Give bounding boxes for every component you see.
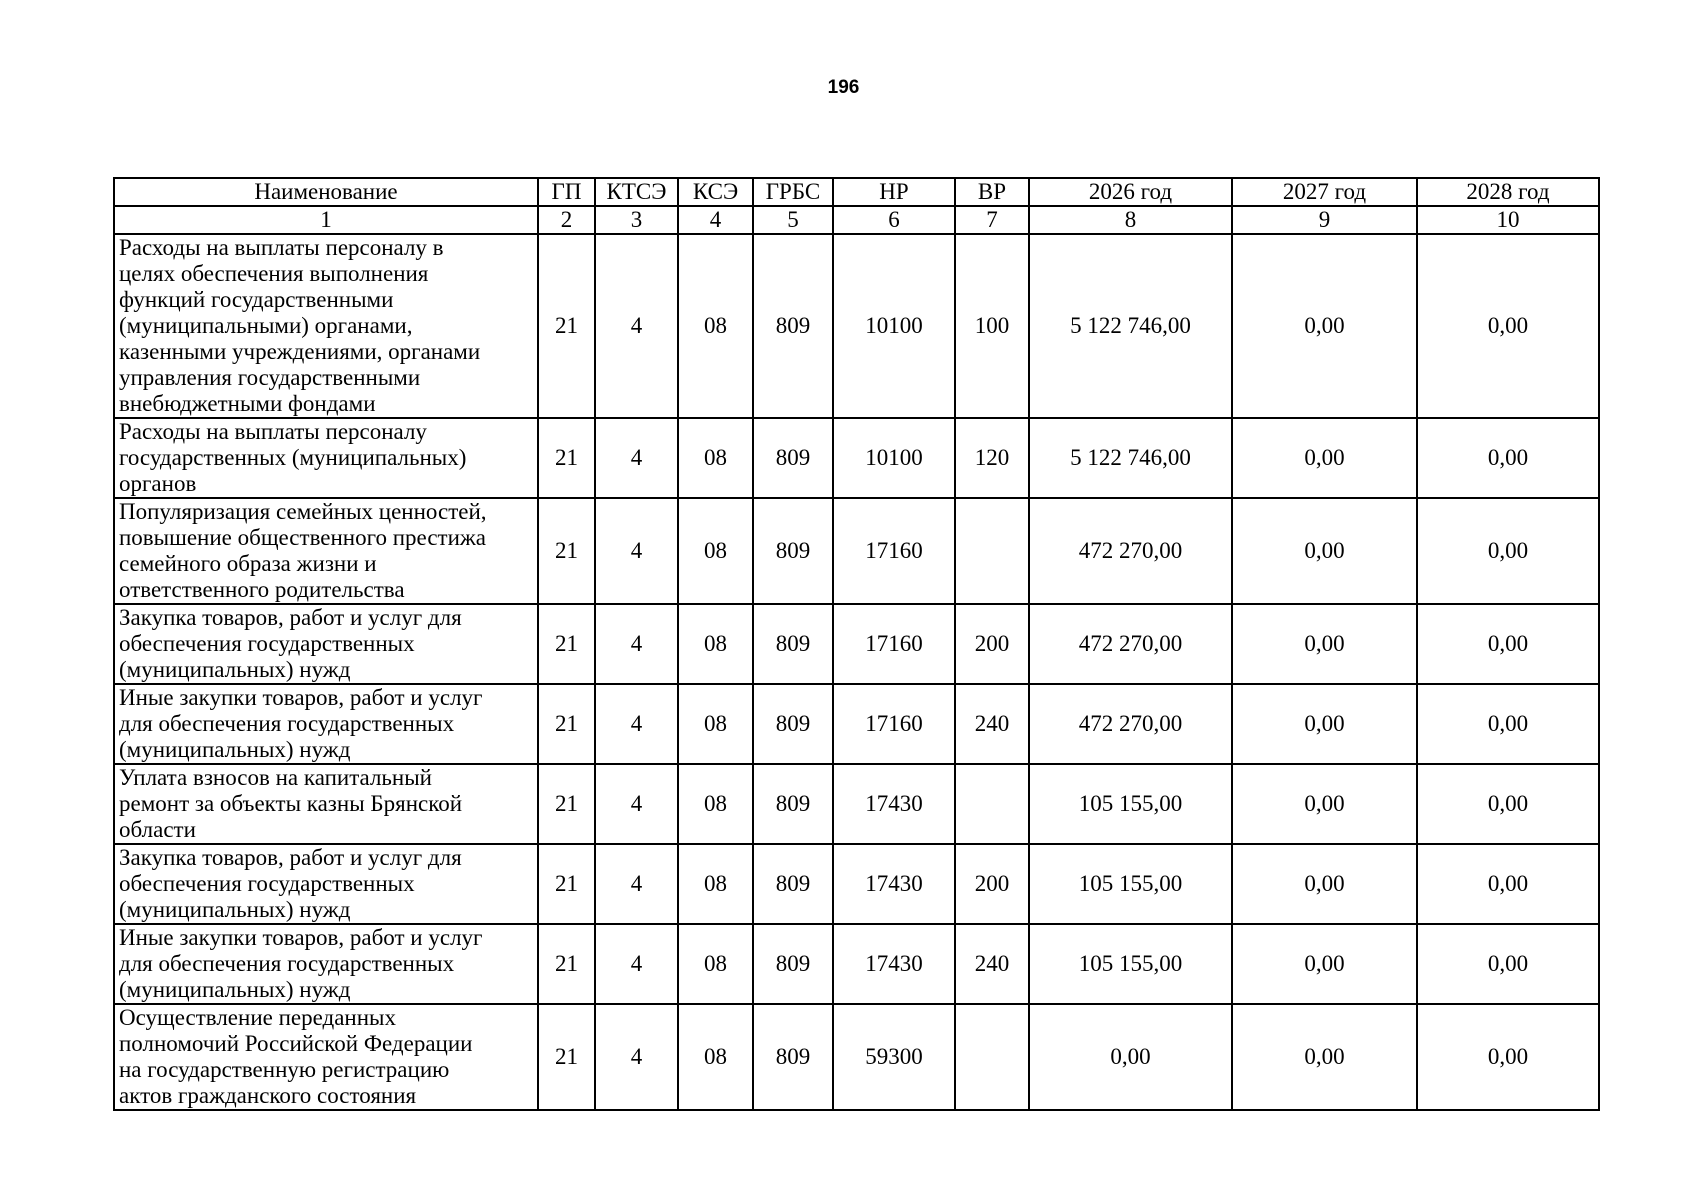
cell-kse: 08 [678, 684, 753, 764]
cell-2026: 5 122 746,00 [1029, 234, 1232, 418]
cell-ktse: 4 [595, 498, 678, 604]
header-ktse: КТСЭ [595, 178, 678, 206]
column-number: 9 [1232, 206, 1417, 234]
cell-nr: 10100 [833, 418, 955, 498]
cell-nr: 17160 [833, 604, 955, 684]
table-row [114, 1004, 1599, 1110]
column-number: 8 [1029, 206, 1232, 234]
cell-ktse: 4 [595, 684, 678, 764]
row-name: Осуществление переданных полномочий Российской Федерации на государственную регистрацию актов гражданского состояния [114, 1004, 538, 1110]
cell-grbs: 809 [753, 498, 833, 604]
cell-grbs: 809 [753, 844, 833, 924]
cell-gp: 21 [538, 418, 595, 498]
cell-nr: 17160 [833, 498, 955, 604]
header-2026: 2026 год [1029, 178, 1232, 206]
table-row [114, 924, 1599, 1004]
cell-ktse: 4 [595, 604, 678, 684]
column-number: 10 [1417, 206, 1599, 234]
column-number: 3 [595, 206, 678, 234]
cell-kse: 08 [678, 234, 753, 418]
header-gp: ГП [538, 178, 595, 206]
column-number: 5 [753, 206, 833, 234]
cell-vr: 120 [955, 418, 1029, 498]
cell-2026: 105 155,00 [1029, 844, 1232, 924]
cell-kse: 08 [678, 418, 753, 498]
cell-2028: 0,00 [1417, 418, 1599, 498]
cell-2027: 0,00 [1232, 418, 1417, 498]
cell-vr [955, 764, 1029, 844]
table-row [114, 498, 1599, 604]
table-row [114, 844, 1599, 924]
table-row [114, 684, 1599, 764]
header-grbs: ГРБС [753, 178, 833, 206]
cell-2028: 0,00 [1417, 684, 1599, 764]
cell-2028: 0,00 [1417, 498, 1599, 604]
cell-vr [955, 498, 1029, 604]
row-name: Расходы на выплаты персоналу в целях обеспечения выполнения функций государственными (муниципальными) органами, казенными учреждениями, органами управления государственными внебюджетными фондами [114, 234, 538, 418]
cell-grbs: 809 [753, 1004, 833, 1110]
cell-vr: 100 [955, 234, 1029, 418]
cell-2027: 0,00 [1232, 684, 1417, 764]
header-name: Наименование [114, 178, 538, 206]
cell-vr: 200 [955, 604, 1029, 684]
column-number: 7 [955, 206, 1029, 234]
cell-kse: 08 [678, 498, 753, 604]
row-name: Закупка товаров, работ и услуг для обеспечения государственных (муниципальных) нужд [114, 604, 538, 684]
cell-2028: 0,00 [1417, 604, 1599, 684]
cell-ktse: 4 [595, 844, 678, 924]
column-number: 2 [538, 206, 595, 234]
table-row [114, 418, 1599, 498]
header-2027: 2027 год [1232, 178, 1417, 206]
cell-vr [955, 1004, 1029, 1110]
cell-grbs: 809 [753, 684, 833, 764]
cell-gp: 21 [538, 764, 595, 844]
cell-2027: 0,00 [1232, 924, 1417, 1004]
cell-grbs: 809 [753, 604, 833, 684]
cell-vr: 240 [955, 684, 1029, 764]
cell-gp: 21 [538, 498, 595, 604]
cell-2026: 472 270,00 [1029, 604, 1232, 684]
cell-kse: 08 [678, 764, 753, 844]
cell-vr: 200 [955, 844, 1029, 924]
cell-2028: 0,00 [1417, 844, 1599, 924]
cell-2026: 105 155,00 [1029, 764, 1232, 844]
cell-kse: 08 [678, 924, 753, 1004]
cell-2028: 0,00 [1417, 234, 1599, 418]
table-row [114, 764, 1599, 844]
cell-ktse: 4 [595, 234, 678, 418]
column-number: 4 [678, 206, 753, 234]
cell-vr: 240 [955, 924, 1029, 1004]
cell-nr: 17430 [833, 844, 955, 924]
cell-grbs: 809 [753, 418, 833, 498]
cell-2026: 5 122 746,00 [1029, 418, 1232, 498]
cell-gp: 21 [538, 844, 595, 924]
cell-2028: 0,00 [1417, 1004, 1599, 1110]
cell-2026: 472 270,00 [1029, 684, 1232, 764]
cell-gp: 21 [538, 234, 595, 418]
row-name: Популяризация семейных ценностей, повышение общественного престижа семейного образа жизни и ответственного родительства [114, 498, 538, 604]
cell-gp: 21 [538, 684, 595, 764]
cell-2027: 0,00 [1232, 1004, 1417, 1110]
cell-ktse: 4 [595, 1004, 678, 1110]
cell-kse: 08 [678, 1004, 753, 1110]
row-name: Расходы на выплаты персоналу государственных (муниципальных) органов [114, 418, 538, 498]
cell-ktse: 4 [595, 418, 678, 498]
budget-table [113, 177, 1600, 1111]
table-body [114, 234, 1599, 1110]
cell-2026: 105 155,00 [1029, 924, 1232, 1004]
row-name: Иные закупки товаров, работ и услуг для обеспечения государственных (муниципальных) нужд [114, 924, 538, 1004]
cell-nr: 17430 [833, 924, 955, 1004]
header-nr: НР [833, 178, 955, 206]
cell-2026: 472 270,00 [1029, 498, 1232, 604]
row-name: Закупка товаров, работ и услуг для обеспечения государственных (муниципальных) нужд [114, 844, 538, 924]
cell-grbs: 809 [753, 234, 833, 418]
cell-nr: 59300 [833, 1004, 955, 1110]
column-number: 1 [114, 206, 538, 234]
cell-grbs: 809 [753, 764, 833, 844]
column-number-row [114, 206, 1599, 234]
row-name: Уплата взносов на капитальный ремонт за объекты казны Брянской области [114, 764, 538, 844]
cell-2028: 0,00 [1417, 764, 1599, 844]
cell-ktse: 4 [595, 764, 678, 844]
cell-2027: 0,00 [1232, 844, 1417, 924]
header-2028: 2028 год [1417, 178, 1599, 206]
cell-gp: 21 [538, 924, 595, 1004]
cell-2027: 0,00 [1232, 604, 1417, 684]
column-number: 6 [833, 206, 955, 234]
cell-grbs: 809 [753, 924, 833, 1004]
cell-2028: 0,00 [1417, 924, 1599, 1004]
cell-nr: 10100 [833, 234, 955, 418]
table-row [114, 234, 1599, 418]
cell-2027: 0,00 [1232, 764, 1417, 844]
cell-2027: 0,00 [1232, 234, 1417, 418]
cell-nr: 17430 [833, 764, 955, 844]
cell-kse: 08 [678, 604, 753, 684]
cell-2027: 0,00 [1232, 498, 1417, 604]
cell-kse: 08 [678, 844, 753, 924]
header-kse: КСЭ [678, 178, 753, 206]
header-vr: ВР [955, 178, 1029, 206]
cell-ktse: 4 [595, 924, 678, 1004]
cell-2026: 0,00 [1029, 1004, 1232, 1110]
header-row [114, 178, 1599, 206]
table-header [114, 178, 1599, 234]
page-number: 196 [827, 77, 860, 98]
cell-nr: 17160 [833, 684, 955, 764]
cell-gp: 21 [538, 1004, 595, 1110]
row-name: Иные закупки товаров, работ и услуг для обеспечения государственных (муниципальных) нужд [114, 684, 538, 764]
table-row [114, 604, 1599, 684]
cell-gp: 21 [538, 604, 595, 684]
